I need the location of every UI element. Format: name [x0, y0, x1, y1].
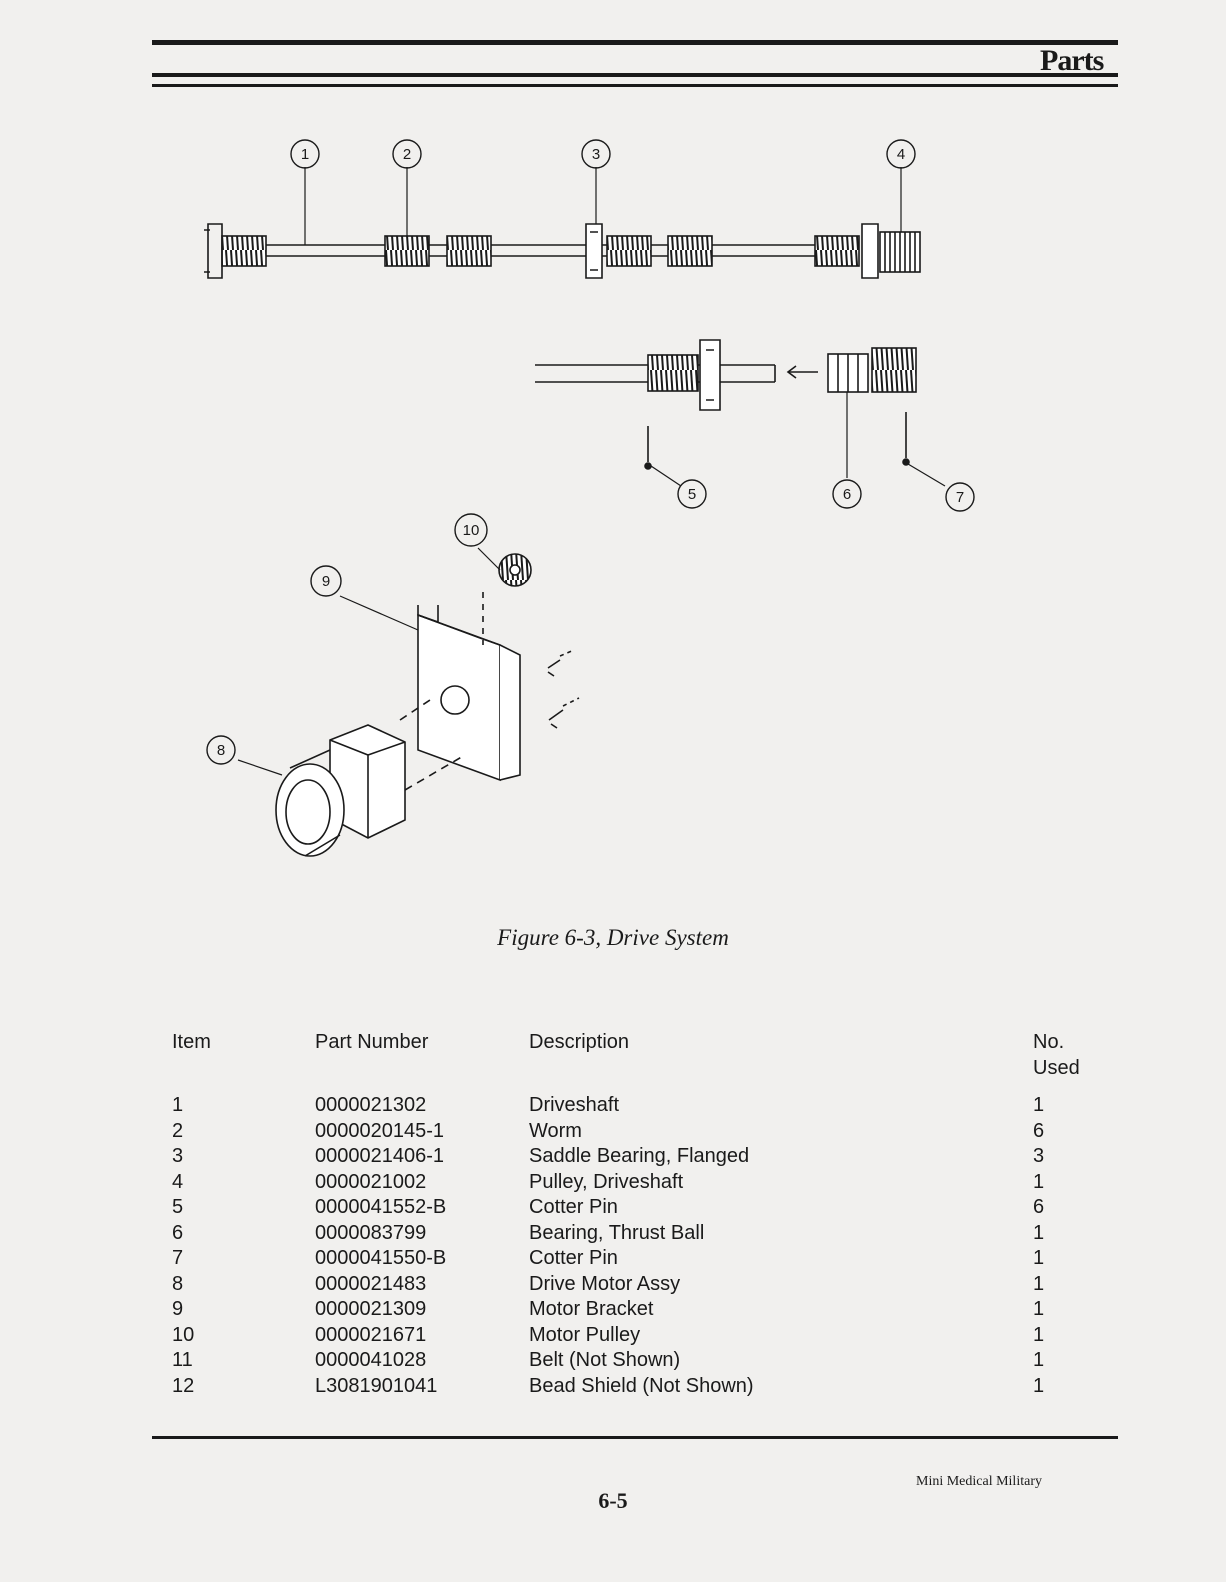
cell-part-number: 0000041028 — [315, 1349, 427, 1371]
cell-no-used: 1 — [1033, 1094, 1045, 1116]
header-rule-top — [152, 40, 1118, 45]
table-header-row — [172, 1030, 1103, 1093]
cell-part-number: 0000021309 — [315, 1298, 427, 1320]
callout-label-2: 2 — [402, 146, 412, 163]
manual-title: Mini Medical Military — [916, 1474, 1042, 1489]
header-rule-middle — [152, 73, 1118, 77]
table-row — [172, 1348, 1103, 1374]
table-row — [172, 1093, 1103, 1119]
table-row — [172, 1297, 1103, 1323]
cell-part-number: 0000020145-1 — [315, 1119, 445, 1142]
exploded-shaft-detail — [535, 340, 916, 469]
table-row — [172, 1272, 1103, 1298]
cell-part-number: L3081901041 — [315, 1374, 438, 1397]
cell-no-used: 1 — [1033, 1247, 1045, 1269]
parts-table-body — [172, 1093, 1103, 1399]
cell-description: Motor Pulley — [529, 1323, 641, 1346]
cell-part-number: 0000021406-1 — [315, 1145, 445, 1167]
cell-item: 1 — [172, 1094, 184, 1116]
cell-part-number: 0000041552-B — [315, 1196, 447, 1218]
cell-description: Motor Bracket — [529, 1298, 654, 1320]
drive-system-figure — [0, 100, 1226, 920]
section-title: Parts — [1040, 44, 1104, 77]
cell-no-used: 1 — [1033, 1298, 1045, 1320]
cell-item: 5 — [172, 1196, 184, 1218]
cell-no-used: 1 — [1033, 1349, 1045, 1371]
header-rule-bottom — [152, 84, 1118, 87]
page-number: 6-5 — [598, 1488, 628, 1513]
header-part-number: Part Number — [315, 1031, 429, 1053]
table-row — [172, 1119, 1103, 1145]
cell-description: Saddle Bearing, Flanged — [529, 1145, 750, 1167]
cell-description: Pulley, Driveshaft — [529, 1170, 684, 1193]
table-row — [172, 1323, 1103, 1349]
table-row — [172, 1144, 1103, 1170]
cell-part-number: 0000021671 — [315, 1323, 427, 1346]
cell-item: 7 — [172, 1247, 184, 1269]
figure-caption: Figure 6-3, Drive System — [497, 925, 729, 950]
cell-description: Worm — [529, 1119, 582, 1142]
cell-part-number: 0000083799 — [315, 1221, 427, 1244]
cell-item: 10 — [172, 1323, 195, 1346]
callout-label-6: 6 — [842, 486, 852, 503]
cell-no-used: 3 — [1033, 1145, 1045, 1167]
callout-label-4: 4 — [896, 146, 906, 163]
cell-item: 2 — [172, 1119, 184, 1142]
table-row — [172, 1170, 1103, 1196]
cell-part-number: 0000021483 — [315, 1272, 427, 1295]
cell-description: Bearing, Thrust Ball — [529, 1221, 705, 1244]
callout-label-9: 9 — [321, 573, 331, 590]
cell-item: 3 — [172, 1145, 184, 1167]
footer-rule — [152, 1436, 1118, 1439]
header-no-used-line1: No. — [1033, 1031, 1065, 1053]
header-no-used-line2: Used — [1033, 1056, 1080, 1079]
driveshaft-assembly — [204, 224, 920, 278]
cell-item: 12 — [172, 1374, 195, 1397]
cell-description: Drive Motor Assy — [529, 1272, 681, 1295]
cell-no-used: 6 — [1033, 1119, 1045, 1142]
table-row — [172, 1195, 1103, 1221]
cell-item: 8 — [172, 1272, 184, 1295]
cell-no-used: 1 — [1033, 1221, 1045, 1244]
cell-part-number: 0000021002 — [315, 1170, 427, 1193]
cell-description: Cotter Pin — [529, 1247, 618, 1269]
cell-description: Belt (Not Shown) — [529, 1349, 681, 1371]
table-row — [172, 1246, 1103, 1272]
callout-label-8: 8 — [216, 742, 226, 759]
header-description: Description — [529, 1031, 630, 1053]
header-item: Item — [172, 1031, 211, 1053]
cell-description: Driveshaft — [529, 1094, 620, 1116]
callout-label-5: 5 — [687, 486, 697, 503]
table-row — [172, 1374, 1103, 1400]
parts-table — [172, 1030, 1103, 1399]
motor-bracket-assembly — [276, 554, 579, 856]
callout-label-3: 3 — [591, 146, 601, 163]
cell-item: 4 — [172, 1170, 184, 1193]
table-row — [172, 1221, 1103, 1247]
callout-label-1: 1 — [300, 146, 310, 163]
cell-description: Bead Shield (Not Shown) — [529, 1374, 754, 1397]
callout-label-7: 7 — [955, 489, 965, 506]
cell-item: 11 — [172, 1349, 193, 1371]
cell-no-used: 1 — [1033, 1323, 1045, 1346]
header-no-used — [1033, 1030, 1103, 1093]
cell-part-number: 0000041550-B — [315, 1247, 447, 1269]
cell-item: 9 — [172, 1298, 184, 1320]
cell-no-used: 1 — [1033, 1170, 1045, 1193]
cell-description: Cotter Pin — [529, 1196, 618, 1218]
cell-no-used: 1 — [1033, 1272, 1045, 1295]
cell-part-number: 0000021302 — [315, 1094, 427, 1116]
callout-label-10: 10 — [462, 522, 480, 539]
cell-no-used: 6 — [1033, 1196, 1045, 1218]
cell-item: 6 — [172, 1221, 184, 1244]
cell-no-used: 1 — [1033, 1374, 1045, 1397]
